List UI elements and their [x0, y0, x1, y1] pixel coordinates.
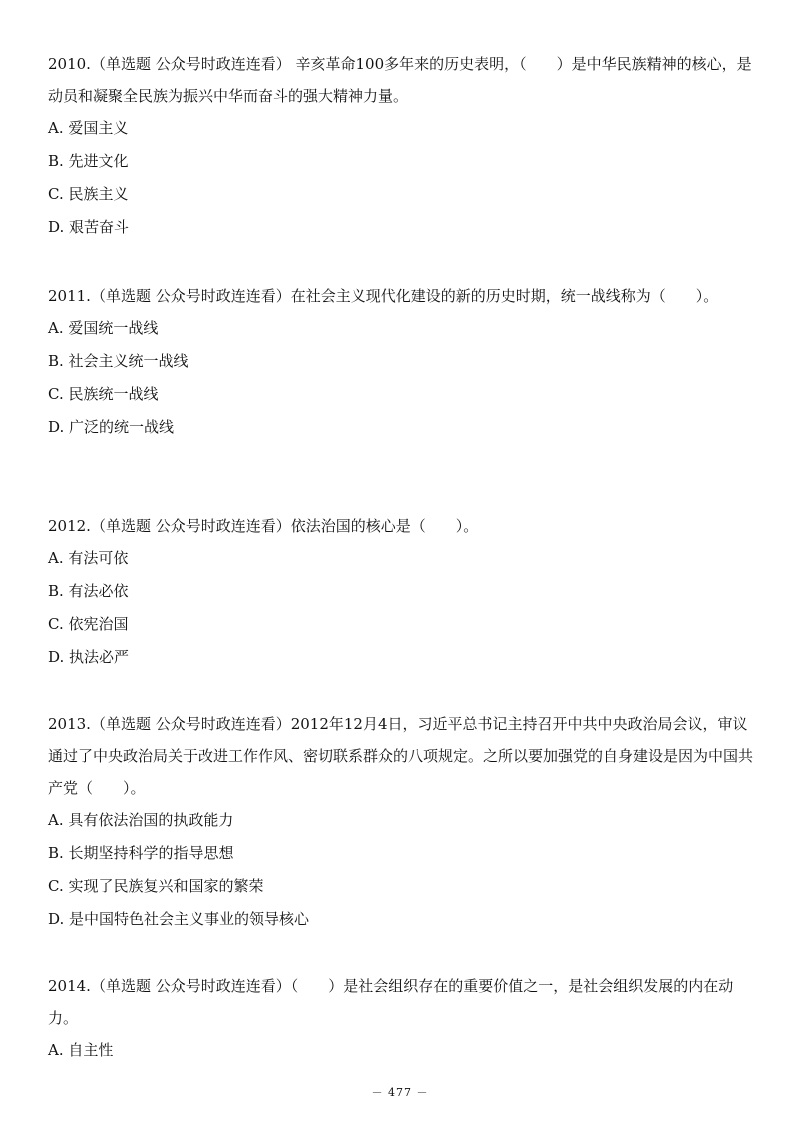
option-b: B. 社会主义统一战线 [48, 352, 189, 370]
option-c: C. 依宪治国 [48, 615, 129, 633]
option-a: A. 具有依法治国的执政能力 [48, 811, 234, 829]
option-b: B. 先进文化 [48, 152, 129, 170]
option-b: B. 长期坚持科学的指导思想 [48, 844, 234, 862]
option-c: C. 民族统一战线 [48, 385, 159, 403]
option-d: D. 是中国特色社会主义事业的领导核心 [48, 910, 310, 928]
page-number: － 477 － [371, 1086, 429, 1099]
option-d: D. 艰苦奋斗 [48, 218, 130, 236]
question-stem: 2010.（单选题 公众号时政连连看） 辛亥革命100多年来的历史表明，（ ）是中华民族精神的核心，是动员和凝聚全民族为振兴中华而奋斗的强大精神力量。 [48, 55, 752, 105]
option-c: C. 民族主义 [48, 185, 129, 203]
question-2012 [48, 510, 760, 674]
question-2014 [48, 970, 760, 1067]
option-a: A. 爱国统一战线 [48, 319, 159, 337]
option-b: B. 有法必依 [48, 582, 129, 600]
question-stem: 2014.（单选题 公众号时政连连看）（ ）是社会组织存在的重要价值之一，是社会组织发展的内在动力。 [48, 977, 734, 1027]
question-2010 [48, 48, 760, 244]
option-d: D. 执法必严 [48, 648, 130, 666]
option-a: A. 爱国主义 [48, 119, 129, 137]
option-c: C. 实现了民族复兴和国家的繁荣 [48, 877, 264, 895]
question-2011 [48, 280, 760, 444]
question-stem: 2013.（单选题 公众号时政连连看）2012年12月4日，习近平总书记主持召开中共中央政治局会议，审议通过了中央政治局关于改进工作作风、密切联系群众的八项规定。之所以要加强党的自身建设是因为中国共产党（ ）。 [48, 715, 754, 797]
option-a: A. 有法可依 [48, 549, 129, 567]
option-a: A. 自主性 [48, 1041, 114, 1059]
question-stem: 2012.（单选题 公众号时政连连看）依法治国的核心是（ ）。 [48, 517, 479, 535]
question-stem: 2011.（单选题 公众号时政连连看）在社会主义现代化建设的新的历史时期，统一战线称为（ ）。 [48, 287, 719, 305]
question-2013 [48, 708, 760, 936]
option-d: D. 广泛的统一战线 [48, 418, 175, 436]
